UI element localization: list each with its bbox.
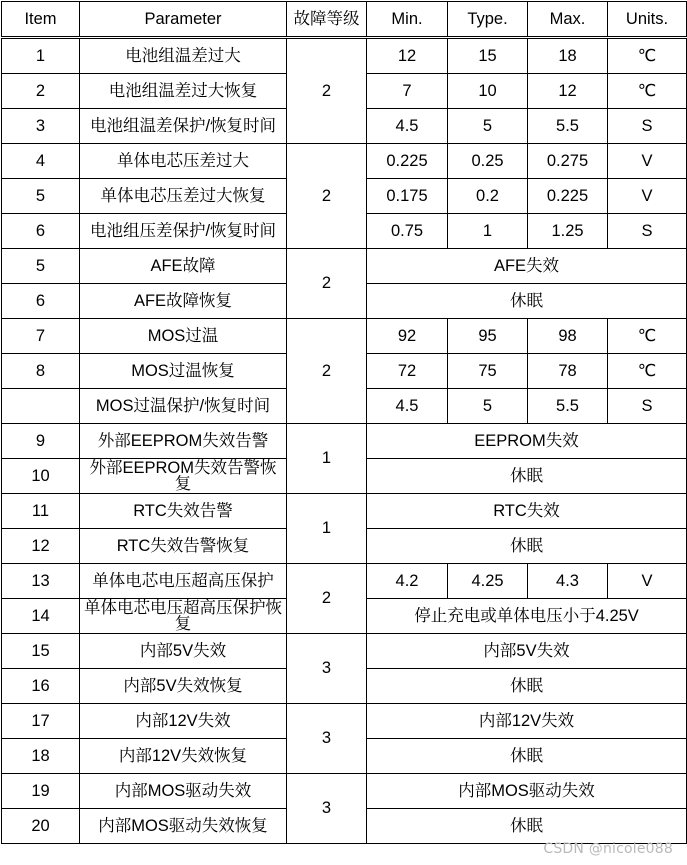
table-row [2, 144, 687, 179]
table-header-row [2, 2, 687, 38]
fault-level-cell: 3 [287, 774, 367, 844]
table-row [2, 319, 687, 354]
parameter-cell: 内部5V失效恢复 [80, 669, 287, 704]
parameter-cell: 电池组温差过大 [80, 38, 287, 74]
table-row [2, 634, 687, 669]
fault-level-cell: 1 [287, 494, 367, 564]
parameter-cell: 单体电芯压差过大恢复 [80, 179, 287, 214]
table-row [2, 704, 687, 739]
parameter-cell [80, 459, 287, 494]
max-cell: 78 [528, 354, 608, 389]
table-row [2, 774, 687, 809]
item-cell: 20 [2, 809, 80, 844]
unit-cell: S [608, 389, 687, 424]
min-cell: 4.5 [367, 389, 448, 424]
type-cell: 15 [448, 38, 528, 74]
unit-cell: ℃ [608, 74, 687, 109]
parameter-cell: MOS过温 [80, 319, 287, 354]
parameter-cell: MOS过温恢复 [80, 354, 287, 389]
table-row [2, 249, 687, 284]
item-cell: 2 [2, 74, 80, 109]
fault-parameter-table [1, 1, 687, 844]
merged-value-cell: 休眠 [367, 459, 687, 494]
item-cell: 6 [2, 284, 80, 319]
max-cell: 4.3 [528, 564, 608, 599]
parameter-cell: 内部12V失效恢复 [80, 739, 287, 774]
merged-value-cell: 内部5V失效 [367, 634, 687, 669]
type-cell: 0.25 [448, 144, 528, 179]
min-cell: 4.5 [367, 109, 448, 144]
max-cell: 0.275 [528, 144, 608, 179]
table-row [2, 564, 687, 599]
parameter-cell: RTC失效告警 [80, 494, 287, 529]
item-cell: 10 [2, 459, 80, 494]
item-cell: 1 [2, 38, 80, 74]
parameter-cell: 内部MOS驱动失效恢复 [80, 809, 287, 844]
item-cell: 15 [2, 634, 80, 669]
parameter-cell: 外部EEPROM失效告警 [80, 424, 287, 459]
type-cell: 1 [448, 214, 528, 249]
parameter-text: 电池组温差保护/恢复时间 [89, 117, 277, 135]
parameter-text: 单体电芯电压超高压保护恢复 [84, 599, 282, 633]
parameter-cell: AFE故障 [80, 249, 287, 284]
merged-value-cell: 休眠 [367, 739, 687, 774]
fault-level-cell: 2 [287, 249, 367, 319]
item-cell: 16 [2, 669, 80, 704]
item-cell: 9 [2, 424, 80, 459]
header-min: Min. [367, 2, 448, 38]
parameter-cell: 内部MOS驱动失效 [80, 774, 287, 809]
item-cell: 11 [2, 494, 80, 529]
type-cell: 0.2 [448, 179, 528, 214]
unit-cell: ℃ [608, 354, 687, 389]
parameter-cell [80, 214, 287, 249]
header-fault-level: 故障等级 [287, 2, 367, 38]
min-cell: 0.75 [367, 214, 448, 249]
type-cell: 5 [448, 389, 528, 424]
max-cell: 5.5 [528, 389, 608, 424]
item-cell: 18 [2, 739, 80, 774]
header-type: Type. [448, 2, 528, 38]
item-cell: 3 [2, 109, 80, 144]
min-cell: 72 [367, 354, 448, 389]
watermark-text: CSDN @nicole088 [543, 841, 673, 857]
parameter-cell: 电池组温差过大恢复 [80, 74, 287, 109]
item-cell: 7 [2, 319, 80, 354]
min-cell: 7 [367, 74, 448, 109]
min-cell: 0.225 [367, 144, 448, 179]
max-cell: 12 [528, 74, 608, 109]
merged-value-cell: RTC失效 [367, 494, 687, 529]
type-cell: 95 [448, 319, 528, 354]
unit-cell: S [608, 214, 687, 249]
parameter-cell [80, 109, 287, 144]
merged-value-cell: 内部MOS驱动失效 [367, 774, 687, 809]
parameter-cell: 单体电芯电压超高压保护 [80, 564, 287, 599]
merged-value-cell: 休眠 [367, 529, 687, 564]
max-cell: 98 [528, 319, 608, 354]
min-cell: 4.2 [367, 564, 448, 599]
item-cell: 6 [2, 214, 80, 249]
merged-value-cell: AFE失效 [367, 249, 687, 284]
unit-cell: V [608, 144, 687, 179]
merged-value-cell: 停止充电或单体电压小于4.25V [367, 599, 687, 634]
fault-level-cell: 2 [287, 564, 367, 634]
parameter-text: 电池组压差保护/恢复时间 [89, 222, 277, 240]
unit-cell: ℃ [608, 38, 687, 74]
fault-level-cell: 2 [287, 38, 367, 144]
max-cell: 5.5 [528, 109, 608, 144]
unit-cell: S [608, 109, 687, 144]
item-cell: 5 [2, 249, 80, 284]
parameter-cell: 内部12V失效 [80, 704, 287, 739]
merged-value-cell: 内部12V失效 [367, 704, 687, 739]
type-cell: 4.25 [448, 564, 528, 599]
max-cell: 0.225 [528, 179, 608, 214]
header-parameter: Parameter [80, 2, 287, 38]
item-cell: 14 [2, 599, 80, 634]
fault-level-cell: 1 [287, 424, 367, 494]
table-row [2, 424, 687, 459]
header-item: Item [2, 2, 80, 38]
item-cell: 19 [2, 774, 80, 809]
merged-value-cell: 休眠 [367, 669, 687, 704]
item-cell: 8 [2, 354, 80, 389]
unit-cell: V [608, 564, 687, 599]
fault-level-cell: 2 [287, 144, 367, 249]
parameter-cell [80, 599, 287, 634]
item-cell: 4 [2, 144, 80, 179]
fault-level-cell: 3 [287, 634, 367, 704]
min-cell: 0.175 [367, 179, 448, 214]
item-cell: 17 [2, 704, 80, 739]
max-cell: 1.25 [528, 214, 608, 249]
header-max: Max. [528, 2, 608, 38]
item-cell: 5 [2, 179, 80, 214]
parameter-cell: 单体电芯压差过大 [80, 144, 287, 179]
type-cell: 5 [448, 109, 528, 144]
fault-level-cell: 3 [287, 704, 367, 774]
header-units: Units. [608, 2, 687, 38]
type-cell: 10 [448, 74, 528, 109]
parameter-cell: 内部5V失效 [80, 634, 287, 669]
parameter-cell: RTC失效告警恢复 [80, 529, 287, 564]
unit-cell: V [608, 179, 687, 214]
item-cell [2, 389, 80, 424]
merged-value-cell: EEPROM失效 [367, 424, 687, 459]
parameter-cell: AFE故障恢复 [80, 284, 287, 319]
fault-level-cell: 2 [287, 319, 367, 424]
parameter-cell: MOS过温保护/恢复时间 [80, 389, 287, 424]
min-cell: 92 [367, 319, 448, 354]
merged-value-cell: 休眠 [367, 809, 687, 844]
parameter-text: 外部EEPROM失效告警恢复 [89, 459, 277, 493]
merged-value-cell: 休眠 [367, 284, 687, 319]
max-cell: 18 [528, 38, 608, 74]
item-cell: 12 [2, 529, 80, 564]
table-row [2, 38, 687, 74]
type-cell: 75 [448, 354, 528, 389]
unit-cell: ℃ [608, 319, 687, 354]
item-cell: 13 [2, 564, 80, 599]
min-cell: 12 [367, 38, 448, 74]
table-row [2, 494, 687, 529]
